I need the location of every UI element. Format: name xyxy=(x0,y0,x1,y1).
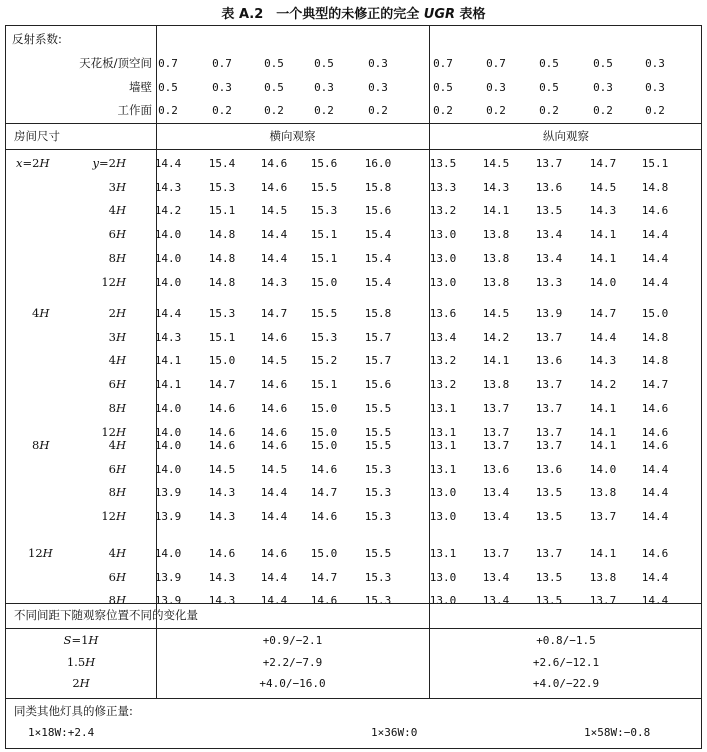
ugr-row-cell: 14.3 xyxy=(208,570,236,584)
room-y-label: 8H xyxy=(108,250,126,265)
ugr-row-cell: 13.9 xyxy=(535,307,563,320)
ugr-row-cell: 13.4 xyxy=(482,486,510,500)
ugr-row-cell: 13.6 xyxy=(535,180,563,194)
ugr-row-cell: 14.2 xyxy=(589,378,617,392)
ugr-row-cell: 14.7 xyxy=(589,307,617,320)
ugr-row-cell: 14.4 xyxy=(641,594,669,608)
ugr-row-cell: 14.1 xyxy=(482,354,510,368)
ugr-row-cell: 14.0 xyxy=(154,547,182,560)
ugr-table xyxy=(5,25,702,749)
room-y-label: 6H xyxy=(108,461,126,476)
ugr-row-cell: 14.3 xyxy=(482,180,510,194)
ugr-row-cell: 14.3 xyxy=(208,486,236,500)
ugr-row-cell: 15.1 xyxy=(310,228,338,242)
ugr-row-cell: 14.6 xyxy=(208,547,236,560)
reflectance-row-cell: 0.7 xyxy=(486,57,506,70)
ugr-row-cell: 15.8 xyxy=(364,180,392,194)
ugr-row-cell: 13.5 xyxy=(535,594,563,608)
ugr-row-cell: 14.7 xyxy=(589,157,617,170)
room-y-label: 8H xyxy=(108,400,126,415)
room-y-label: 6H xyxy=(108,227,126,242)
room-y-label: 12H xyxy=(101,509,126,524)
reflectance-row-cell: 0.2 xyxy=(314,104,334,117)
reflectance-row-cell: 0.3 xyxy=(212,81,232,94)
ugr-row-cell: 14.1 xyxy=(154,378,182,392)
room-y-label: 8H xyxy=(108,593,126,608)
ugr-row-cell: 15.4 xyxy=(364,228,392,242)
room-y-label: 6H xyxy=(108,569,126,584)
ugr-row-cell: 14.3 xyxy=(260,275,288,289)
ugr-row-cell: 13.7 xyxy=(535,401,563,415)
ugr-row-cell: 13.0 xyxy=(429,228,457,242)
ugr-row-cell: 13.0 xyxy=(429,251,457,265)
ugr-row-cell: 13.8 xyxy=(482,251,510,265)
room-y-label: 4H xyxy=(108,353,126,368)
ugr-row-cell: 14.6 xyxy=(260,180,288,194)
ugr-row-cell: 14.0 xyxy=(154,228,182,242)
ugr-row-cell: 13.5 xyxy=(535,486,563,500)
ugr-row-cell: 14.4 xyxy=(260,228,288,242)
ugr-row-cell: 15.3 xyxy=(364,462,392,476)
ugr-row-cell: 15.3 xyxy=(208,307,236,320)
spacing-label: 2H xyxy=(72,676,90,690)
reflectance-row-cell: 0.3 xyxy=(593,81,613,94)
room-size-header: 房间尺寸 xyxy=(14,129,60,143)
ugr-row-cell: 15.5 xyxy=(364,547,392,560)
ugr-row-cell: 13.0 xyxy=(429,570,457,584)
ugr-row-cell: 14.1 xyxy=(154,354,182,368)
ugr-row-cell: 13.6 xyxy=(482,462,510,476)
ugr-row-cell: 13.2 xyxy=(429,354,457,368)
ugr-row-cell: 15.6 xyxy=(310,157,338,170)
room-y-label: 3H xyxy=(108,179,126,194)
ugr-row-cell: 13.9 xyxy=(154,594,182,608)
ugr-row-cell: 14.5 xyxy=(208,462,236,476)
correction-title: 同类其他灯具的修正量: xyxy=(14,704,133,718)
ugr-row-cell: 14.3 xyxy=(589,204,617,218)
ugr-row-cell: 13.8 xyxy=(482,378,510,392)
ugr-row-cell: 14.0 xyxy=(154,401,182,415)
ugr-row-cell: 15.0 xyxy=(641,307,669,320)
room-y-label: 4H xyxy=(108,546,126,560)
ugr-row-cell: 14.3 xyxy=(208,510,236,524)
ugr-row-cell: 13.7 xyxy=(589,594,617,608)
ugr-row-cell: 15.1 xyxy=(310,378,338,392)
reflectance-row-cell: 0.3 xyxy=(486,81,506,94)
ugr-row-cell: 14.4 xyxy=(641,486,669,500)
ugr-row-cell: 14.0 xyxy=(154,439,182,452)
ugr-row-cell: 15.1 xyxy=(310,251,338,265)
ugr-row-cell: 14.6 xyxy=(260,425,288,439)
ugr-row-cell: 14.2 xyxy=(482,330,510,344)
endwise-variation: +4.0/−22.9 xyxy=(532,677,600,690)
ugr-row-cell: 14.4 xyxy=(260,594,288,608)
ugr-row-cell: 13.7 xyxy=(535,425,563,439)
room-x-label: 8H xyxy=(32,438,50,452)
cross-variation: +2.2/−7.9 xyxy=(262,656,323,669)
ugr-row-cell: 14.6 xyxy=(641,439,669,452)
reflectance-row-cell: 0.2 xyxy=(486,104,506,117)
ugr-row-cell: 14.6 xyxy=(641,204,669,218)
divider xyxy=(6,123,701,124)
ugr-row-cell: 14.4 xyxy=(641,510,669,524)
correction-item: 1×36W:0 xyxy=(371,726,418,739)
ugr-row-cell: 13.4 xyxy=(535,251,563,265)
divider xyxy=(6,603,701,604)
ugr-row-cell: 14.4 xyxy=(260,486,288,500)
ugr-row-cell: 15.5 xyxy=(310,307,338,320)
ugr-row-cell: 14.5 xyxy=(482,157,510,170)
ugr-row-cell: 14.8 xyxy=(641,180,669,194)
ugr-row-cell: 13.4 xyxy=(535,228,563,242)
ugr-row-cell: 14.1 xyxy=(589,439,617,452)
correction-item: 1×58W:−0.8 xyxy=(584,726,651,739)
ugr-row-cell: 13.4 xyxy=(429,330,457,344)
ugr-row-cell: 14.8 xyxy=(641,330,669,344)
ugr-row-cell: 15.0 xyxy=(310,547,338,560)
ugr-row-cell: 13.1 xyxy=(429,547,457,560)
ugr-row-cell: 13.4 xyxy=(482,510,510,524)
reflectance-row-cell: 0.3 xyxy=(314,81,334,94)
reflectance-row-label: 墙壁 xyxy=(129,80,152,94)
ugr-row-cell: 13.9 xyxy=(154,486,182,500)
ugr-row-cell: 15.3 xyxy=(208,180,236,194)
ugr-row-cell: 14.8 xyxy=(208,228,236,242)
ugr-row-cell: 14.4 xyxy=(641,228,669,242)
ugr-row-cell: 14.3 xyxy=(154,330,182,344)
ugr-row-cell: 13.5 xyxy=(535,204,563,218)
ugr-row-cell: 15.5 xyxy=(310,180,338,194)
ugr-row-cell: 15.0 xyxy=(310,275,338,289)
ugr-row-cell: 14.4 xyxy=(260,510,288,524)
ugr-row-cell: 14.4 xyxy=(260,570,288,584)
ugr-row-cell: 14.1 xyxy=(589,228,617,242)
reflectance-row-cell: 0.3 xyxy=(368,57,388,70)
reflectance-row-cell: 0.2 xyxy=(645,104,665,117)
ugr-row-cell: 13.6 xyxy=(429,307,457,320)
room-y-label: 4H xyxy=(108,438,126,452)
ugr-row-cell: 14.0 xyxy=(154,251,182,265)
room-x-label: 4H xyxy=(32,306,50,320)
ugr-row-cell: 14.8 xyxy=(208,275,236,289)
ugr-row-cell: 13.0 xyxy=(429,275,457,289)
reflectance-row-cell: 0.3 xyxy=(368,81,388,94)
ugr-row-cell: 14.6 xyxy=(208,401,236,415)
spacing-label: 1.5H xyxy=(66,655,96,669)
ugr-row-cell: 14.4 xyxy=(641,275,669,289)
ugr-row-cell: 13.4 xyxy=(482,594,510,608)
ugr-row-cell: 14.6 xyxy=(260,547,288,560)
spacing-label: S=1H xyxy=(63,633,99,647)
ugr-row-cell: 13.4 xyxy=(482,570,510,584)
ugr-row-cell: 14.5 xyxy=(260,204,288,218)
reflectance-row-cell: 0.2 xyxy=(212,104,232,117)
ugr-row-cell: 14.6 xyxy=(641,425,669,439)
ugr-row-cell: 14.6 xyxy=(310,510,338,524)
reflectance-row-cell: 0.3 xyxy=(645,57,665,70)
correction-item: 1×18W:+2.4 xyxy=(28,726,95,739)
ugr-row-cell: 13.8 xyxy=(482,228,510,242)
ugr-row-cell: 14.6 xyxy=(260,439,288,452)
reflectance-row-cell: 0.7 xyxy=(212,57,232,70)
ugr-row-cell: 14.0 xyxy=(154,425,182,439)
reflectance-label: 反射系数: xyxy=(12,32,62,46)
ugr-row-cell: 13.0 xyxy=(429,594,457,608)
ugr-row-cell: 15.5 xyxy=(364,401,392,415)
ugr-row-cell: 14.5 xyxy=(260,354,288,368)
room-y-label: 8H xyxy=(108,485,126,500)
ugr-row-cell: 14.6 xyxy=(260,157,288,170)
ugr-row-cell: 14.4 xyxy=(641,251,669,265)
ugr-row-cell: 14.3 xyxy=(589,354,617,368)
ugr-row-cell: 13.6 xyxy=(535,354,563,368)
ugr-row-cell: 15.4 xyxy=(364,275,392,289)
ugr-row-cell: 14.6 xyxy=(641,401,669,415)
reflectance-row-cell: 0.5 xyxy=(264,57,284,70)
ugr-row-cell: 13.8 xyxy=(482,275,510,289)
ugr-row-cell: 13.3 xyxy=(429,180,457,194)
room-x-label: x=2H xyxy=(16,156,50,170)
ugr-row-cell: 14.3 xyxy=(154,180,182,194)
ugr-row-cell: 14.0 xyxy=(589,462,617,476)
endwise-variation: +2.6/−12.1 xyxy=(532,656,600,669)
ugr-row-cell: 14.6 xyxy=(641,547,669,560)
reflectance-row-cell: 0.2 xyxy=(158,104,178,117)
ugr-row-cell: 13.7 xyxy=(482,425,510,439)
column-divider xyxy=(429,26,430,698)
ugr-row-cell: 15.0 xyxy=(310,425,338,439)
reflectance-row-cell: 0.2 xyxy=(264,104,284,117)
ugr-row-cell: 13.5 xyxy=(535,510,563,524)
ugr-row-cell: 15.0 xyxy=(310,439,338,452)
cross-variation: +4.0/−16.0 xyxy=(259,677,326,690)
ugr-row-cell: 13.0 xyxy=(429,486,457,500)
ugr-row-cell: 13.2 xyxy=(429,204,457,218)
reflectance-row-cell: 0.2 xyxy=(368,104,388,117)
ugr-row-cell: 13.7 xyxy=(482,439,510,452)
ugr-row-cell: 13.8 xyxy=(589,486,617,500)
ugr-row-cell: 14.6 xyxy=(208,439,236,452)
ugr-row-cell: 14.3 xyxy=(208,594,236,608)
ugr-row-cell: 14.6 xyxy=(260,378,288,392)
ugr-row-cell: 13.5 xyxy=(535,570,563,584)
variation-title: 不同间距下随观察位置不同的变化量 xyxy=(14,608,198,622)
ugr-row-cell: 13.1 xyxy=(429,401,457,415)
room-y-label: 4H xyxy=(108,203,126,218)
ugr-row-cell: 15.3 xyxy=(364,486,392,500)
endwise-view-header: 纵向观察 xyxy=(543,129,589,143)
ugr-row-cell: 15.3 xyxy=(364,570,392,584)
ugr-row-cell: 14.0 xyxy=(154,275,182,289)
ugr-row-cell: 14.1 xyxy=(589,401,617,415)
ugr-row-cell: 14.2 xyxy=(154,204,182,218)
ugr-row-cell: 13.3 xyxy=(535,275,563,289)
ugr-row-cell: 15.1 xyxy=(208,204,236,218)
ugr-row-cell: 14.4 xyxy=(641,570,669,584)
ugr-row-cell: 14.4 xyxy=(589,330,617,344)
ugr-row-cell: 13.2 xyxy=(429,378,457,392)
ugr-row-cell: 14.7 xyxy=(641,378,669,392)
reflectance-row-cell: 0.7 xyxy=(158,57,178,70)
ugr-row-cell: 16.0 xyxy=(364,157,392,170)
cross-view-header: 横向观察 xyxy=(269,129,316,143)
ugr-row-cell: 13.9 xyxy=(154,510,182,524)
ugr-row-cell: 14.6 xyxy=(310,462,338,476)
reflectance-row-cell: 0.2 xyxy=(539,104,559,117)
column-divider xyxy=(156,26,157,698)
divider xyxy=(6,149,701,150)
ugr-row-cell: 14.0 xyxy=(154,462,182,476)
ugr-row-cell: 15.6 xyxy=(364,378,392,392)
ugr-row-cell: 13.7 xyxy=(482,401,510,415)
ugr-row-cell: 13.5 xyxy=(429,157,457,170)
ugr-row-cell: 14.4 xyxy=(154,157,182,170)
reflectance-row-cell: 0.5 xyxy=(158,81,178,94)
reflectance-row-cell: 0.2 xyxy=(593,104,613,117)
ugr-row-cell: 13.9 xyxy=(154,570,182,584)
ugr-row-cell: 13.7 xyxy=(589,510,617,524)
ugr-row-cell: 13.7 xyxy=(535,378,563,392)
room-y-label: 12H xyxy=(101,274,126,289)
ugr-row-cell: 13.7 xyxy=(482,547,510,560)
ugr-row-cell: 15.3 xyxy=(310,204,338,218)
ugr-row-cell: 14.5 xyxy=(260,462,288,476)
ugr-row-cell: 14.5 xyxy=(482,307,510,320)
room-y-label: 6H xyxy=(108,377,126,392)
reflectance-row-cell: 0.5 xyxy=(264,81,284,94)
ugr-row-cell: 13.7 xyxy=(535,439,563,452)
ugr-row-cell: 13.7 xyxy=(535,330,563,344)
endwise-variation: +0.8/−1.5 xyxy=(536,634,596,647)
ugr-row-cell: 14.6 xyxy=(260,401,288,415)
ugr-row-cell: 15.3 xyxy=(364,594,392,608)
divider xyxy=(6,698,701,699)
table-title: 表 A.2 一个典型的未修正的完全 UGR 表格 xyxy=(221,7,486,22)
ugr-row-cell: 13.6 xyxy=(535,462,563,476)
ugr-row-cell: 14.1 xyxy=(589,547,617,560)
room-x-label: 12H xyxy=(28,546,53,560)
reflectance-row-cell: 0.3 xyxy=(645,81,665,94)
ugr-row-cell: 13.1 xyxy=(429,439,457,452)
ugr-row-cell: 14.8 xyxy=(641,354,669,368)
room-y-label: 12H xyxy=(101,424,126,439)
ugr-row-cell: 14.4 xyxy=(154,307,182,320)
ugr-row-cell: 15.7 xyxy=(364,354,392,368)
ugr-row-cell: 14.7 xyxy=(260,307,288,320)
ugr-row-cell: 14.7 xyxy=(310,570,338,584)
ugr-row-cell: 14.0 xyxy=(589,275,617,289)
ugr-row-cell: 15.1 xyxy=(641,157,669,170)
reflectance-row-cell: 0.5 xyxy=(539,81,559,94)
reflectance-row-label: 天花板/顶空间 xyxy=(79,56,152,70)
ugr-row-cell: 13.8 xyxy=(589,570,617,584)
ugr-row-cell: 15.6 xyxy=(364,204,392,218)
ugr-row-cell: 15.7 xyxy=(364,330,392,344)
ugr-row-cell: 14.7 xyxy=(208,378,236,392)
ugr-row-cell: 14.6 xyxy=(260,330,288,344)
room-y-label: 2H xyxy=(108,306,126,320)
ugr-row-cell: 15.8 xyxy=(364,307,392,320)
ugr-row-cell: 14.6 xyxy=(310,594,338,608)
ugr-row-cell: 14.6 xyxy=(208,425,236,439)
room-y-label: 3H xyxy=(108,329,126,344)
ugr-row-cell: 13.7 xyxy=(535,547,563,560)
ugr-row-cell: 15.1 xyxy=(208,330,236,344)
reflectance-row-cell: 0.5 xyxy=(593,57,613,70)
reflectance-row-cell: 0.2 xyxy=(433,104,453,117)
ugr-row-cell: 14.7 xyxy=(310,486,338,500)
reflectance-row-cell: 0.7 xyxy=(433,57,453,70)
reflectance-row-label: 工作面 xyxy=(117,103,152,117)
cross-variation: +0.9/−2.1 xyxy=(262,634,323,647)
ugr-row-cell: 15.5 xyxy=(364,425,392,439)
ugr-row-cell: 15.0 xyxy=(310,401,338,415)
ugr-row-cell: 14.8 xyxy=(208,251,236,265)
divider xyxy=(6,628,701,629)
reflectance-row-cell: 0.5 xyxy=(433,81,453,94)
ugr-row-cell: 14.1 xyxy=(589,425,617,439)
ugr-row-cell: 14.5 xyxy=(589,180,617,194)
ugr-row-cell: 15.4 xyxy=(208,157,236,170)
ugr-row-cell: 13.0 xyxy=(429,510,457,524)
ugr-row-cell: 14.4 xyxy=(641,462,669,476)
ugr-row-cell: 14.4 xyxy=(260,251,288,265)
reflectance-row-cell: 0.5 xyxy=(314,57,334,70)
ugr-row-cell: 13.1 xyxy=(429,425,457,439)
ugr-row-cell: 15.3 xyxy=(364,510,392,524)
ugr-row-cell: 14.1 xyxy=(482,204,510,218)
ugr-row-cell: 15.4 xyxy=(364,251,392,265)
room-y-label: y=2H xyxy=(92,156,126,170)
ugr-row-cell: 14.1 xyxy=(589,251,617,265)
ugr-row-cell: 15.0 xyxy=(208,354,236,368)
ugr-row-cell: 13.7 xyxy=(535,157,563,170)
ugr-row-cell: 13.1 xyxy=(429,462,457,476)
reflectance-row-cell: 0.5 xyxy=(539,57,559,70)
ugr-row-cell: 15.3 xyxy=(310,330,338,344)
ugr-row-cell: 15.2 xyxy=(310,354,338,368)
ugr-row-cell: 15.5 xyxy=(364,439,392,452)
